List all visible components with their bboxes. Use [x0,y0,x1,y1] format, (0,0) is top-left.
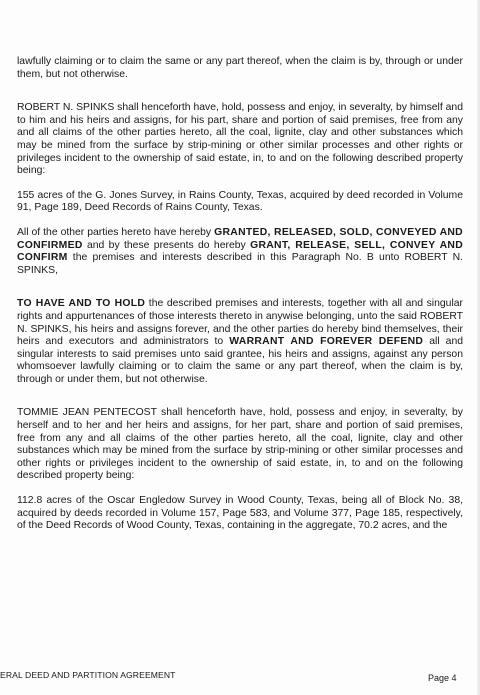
grant-bold-granted: GRANTED, RELEASED, SOLD, CONVEYED AND CONFIRMED [17,226,463,251]
paragraph-habendum-clause [17,298,463,386]
paragraph-jones-survey: 155 acres of the G. Jones Survey, in Rains County, Texas, acquired by deed recorded in Volume 91, Page 189, Deed Records of Rains County, Texas. [17,189,463,214]
grant-bold-grant: GRANT, RELEASE, SELL, CONVEY AND CONFIRM [17,239,464,264]
grant-text-1: All of the other parties hereto have hereby [17,226,215,238]
habendum-bold-warrant: WARRANT AND FOREVER DEFEND [229,336,424,348]
grant-text-3: the premises and interests described in this Paragraph No. B unto ROBERT N. SPINKS, [17,252,463,276]
paragraph-grant-clause [17,227,463,277]
habendum-text-2: all and singular interests to said premises unto said grantee, his heirs and assigns, against any person whomsoever lawfully claiming or to claim the same or any part thereof, when the claim is by, through or under them, but not otherwise. [17,336,464,385]
paragraph-engledow-survey: 112.8 acres of the Oscar Engledow Survey in Wood County, Texas, being all of Block No. 38, acquired by deeds recorded in Volume 157, Page 583, and Volume 377, Page 185, respectively, of the Deed Records of Wood County, Texas, containing in the aggregate, 70.2 acres, and the [17,495,463,532]
paragraph-robert-spinks-rights: ROBERT N. SPINKS shall henceforth have, hold, possess and enjoy, in severalty, by himself and to him and his heirs and assigns, for his part, share and portion of said premises, free from any and all claims of the other parties hereto, all the coal, lignite, clay and other substances which may be mined from the surface by strip-mining or other similar processes and other rights or privileges incident to the ownership of said estate, in, to and on the following described property being: [17,102,463,177]
paragraph-claim-continuation: lawfully claiming or to claim the same or any part thereof, when the claim is by, through or under them, but not otherwise. [17,56,463,80]
grant-text-2: and by these presents do hereby [82,239,251,251]
habendum-text-1: the described premises and interests, together with all and singular rights and appurtenances of those interests thereto in anywise belonging, unto the said ROBERT N. SPINKS, his heirs and assigns forever, and the other parties do hereby bind themselves, their heirs and executors and administrators to [17,298,463,348]
footer-page-number: Page 4 [428,673,457,683]
habendum-bold-to-have: TO HAVE AND TO HOLD [17,298,146,310]
paragraph-pentecost-rights: TOMMIE JEAN PENTECOST shall henceforth have, hold, possess and enjoy, in severalty, by herself and to her and her heirs and assigns, for her part, share and portion of said premises, free from any and all claims of the other parties hereto, all the coal, lignite, clay and other substances which may be mined from the surface by strip-mining or other similar processes and other rights or privileges incident to the ownership of said estate, in, to and on the following described property being: [17,407,463,482]
document-body [17,56,463,533]
footer-document-title: ERAL DEED AND PARTITION AGREEMENT [0,670,176,680]
